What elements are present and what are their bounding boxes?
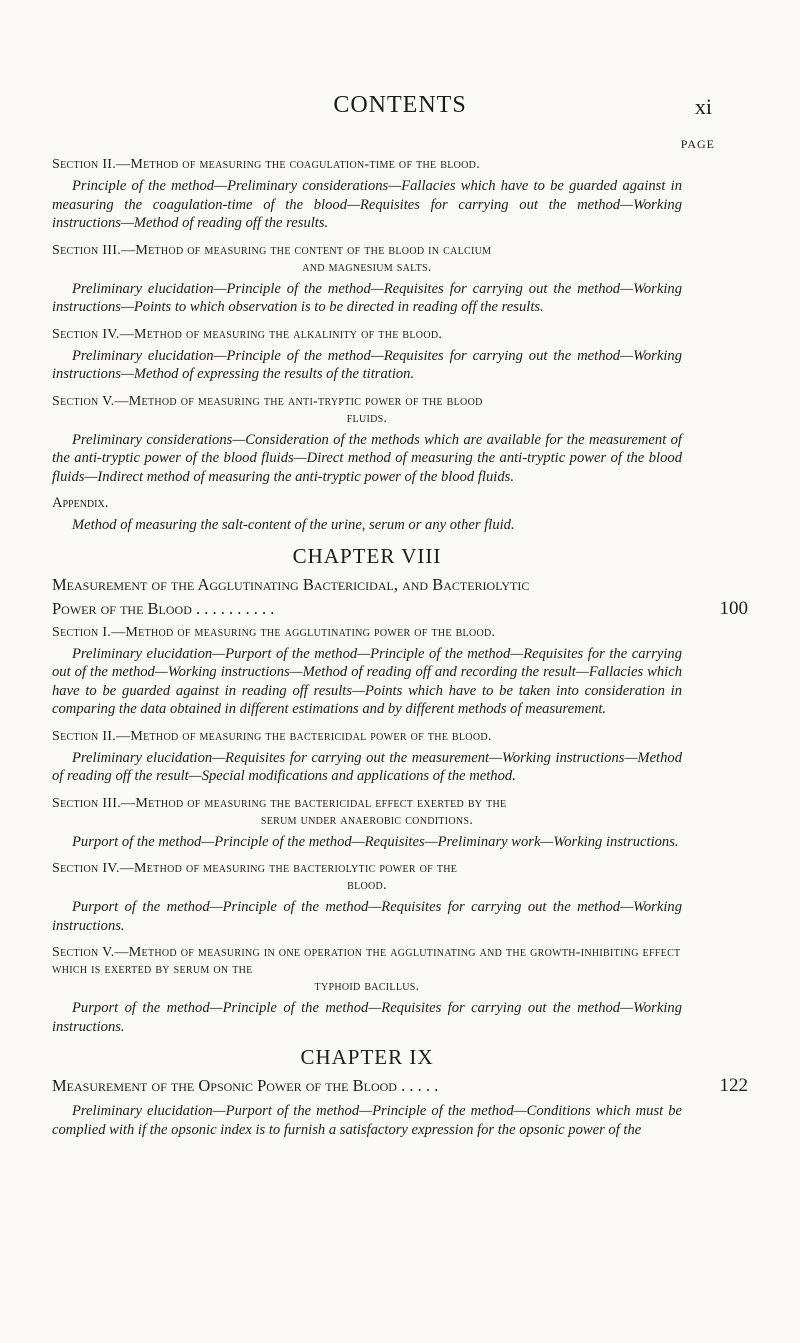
appendix-heading: Appendix. (52, 495, 109, 511)
contents-body (52, 156, 748, 1139)
section-heading-cont: blood. (347, 878, 387, 893)
section-entry (52, 156, 682, 233)
section-heading (52, 944, 682, 995)
chapter-description: Preliminary elucidation—Purport of the method—Principle of the method—Conditions which must be complied with if the opsonic index is to furnish a satisfactory expression for the opsonic power of the (52, 1103, 682, 1138)
section-heading-text: Section III.—Method of measuring the bactericidal effect exerted by the (52, 795, 507, 811)
section-heading-cont: serum under anaerobic conditions. (260, 812, 474, 828)
section-description: Preliminary elucidation—Requisites for carrying out the measurement—Working instructions—Method of reading off the result—Special modifications and applications of the method. (52, 749, 682, 784)
section-heading-cont: fluids. (346, 410, 388, 426)
chapter-title: CHAPTER IX (300, 1045, 434, 1069)
chapter-entry (52, 1074, 748, 1098)
section-heading-text: Section V.—Method of measuring in one operation the agglutinating and the growth-inhibiting effect which is exerted by serum on the (52, 945, 681, 977)
appendix-entry (52, 495, 682, 535)
chapter-entry (52, 573, 748, 621)
section-description: Preliminary elucidation—Purport of the method—Principle of the method—Requisites for the carrying out of the method—Working instructions—Method of reading off and recording the result—Fallacies which have to be guarded against in reading off results—Points which have to be taken into consideration in comparing the data obtained in different estimations and by different methods of measurement. (52, 645, 682, 717)
section-entry (52, 242, 682, 317)
section-description: Preliminary elucidation—Principle of the method—Requisites for carrying out the method—Working instructions—Method of expressing the results of the titration. (52, 347, 682, 382)
section-heading: Section I.—Method of measuring the agglutinating power of the blood. (52, 624, 496, 640)
running-title: CONTENTS (333, 92, 467, 118)
section-heading: Section II.—Method of measuring the coagulation-time of the blood. (52, 157, 480, 172)
section-heading (52, 795, 682, 829)
section-entry (52, 393, 682, 487)
section-heading-cont: typhoid bacillus. (314, 979, 420, 994)
section-description: Purport of the method—Principle of the method—Requisites—Preliminary work—Working instructions. (72, 833, 679, 850)
section-heading-text: Section IV.—Method of measuring the bacteriolytic power of the (52, 861, 458, 876)
chapter-page-number: 122 (719, 1075, 748, 1096)
section-description: Principle of the method—Preliminary considerations—Fallacies which have to be guarded against in measuring the coagulation-time of the blood—Requisites for carrying out the method—Working instructions—Method of reading off the results. (52, 178, 682, 231)
running-head (0, 92, 800, 122)
section-heading (52, 393, 682, 427)
chapter-page-number: 100 (719, 597, 748, 619)
section-entry (52, 624, 682, 719)
section-heading-text: Section III.—Method of measuring the content of the blood in calcium (52, 242, 492, 258)
section-description: Purport of the method—Principle of the method—Requisites for carrying out the method—Working instructions. (52, 1000, 682, 1035)
appendix-description: Method of measuring the salt-content of the urine, serum or any other fluid. (72, 517, 515, 533)
section-entry (52, 795, 682, 852)
section-heading: Section IV.—Method of measuring the alkalinity of the blood. (52, 326, 443, 342)
section-description: Preliminary elucidation—Principle of the method—Requisites for carrying out the method—Working instructions—Points to which observation is to be directed in reading off the results. (52, 280, 682, 315)
section-heading-cont: and magnesium salts. (302, 259, 432, 275)
page-column-label: PAGE (680, 137, 715, 151)
chapter-entry-line: Measurement of the Agglutinating Bactericidal, and Bacteriolytic (52, 574, 530, 594)
section-entry (52, 326, 682, 384)
section-entry (52, 860, 682, 935)
page-number: xi (694, 94, 712, 119)
section-entry (52, 728, 682, 786)
section-heading-text: Section V.—Method of measuring the anti-tryptic power of the blood (52, 393, 483, 409)
section-heading (52, 860, 682, 894)
section-heading: Section II.—Method of measuring the bactericidal power of the blood. (52, 728, 492, 744)
chapter-title: CHAPTER VIII (292, 543, 442, 568)
section-heading (52, 242, 682, 276)
chapter-entry-line: Power of the Blood . . . . . . . . . . (52, 598, 275, 618)
section-description: Preliminary considerations—Consideration of the methods which are available for the measurement of the anti-tryptic power of the blood fluids—Direct method of measuring the anti-tryptic power of the blood fluids—Indirect method of measuring the anti-tryptic power of the blood fluids. (52, 431, 682, 485)
section-description: Purport of the method—Principle of the method—Requisites for carrying out the method—Working instructions. (52, 899, 682, 934)
chapter-entry-line: Measurement of the Opsonic Power of the Blood . . . . . (52, 1076, 439, 1095)
section-entry (52, 944, 682, 1036)
